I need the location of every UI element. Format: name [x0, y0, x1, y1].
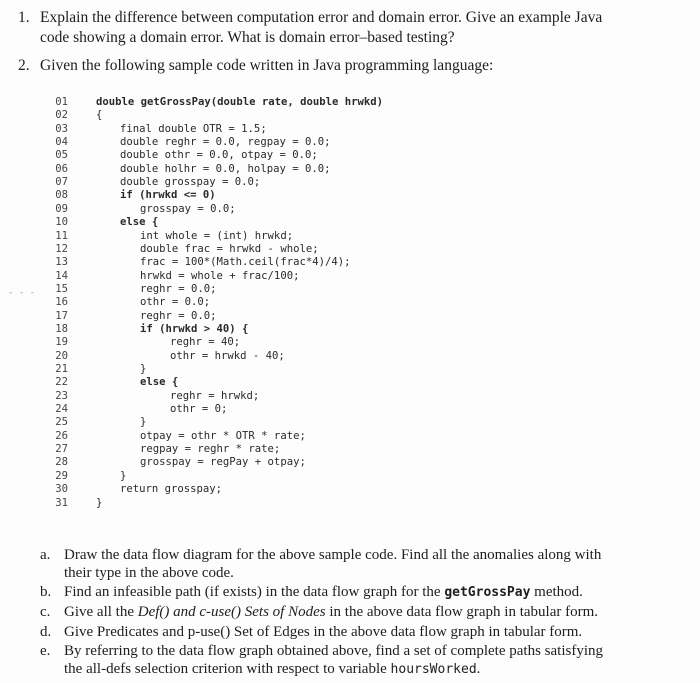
code-line-number: 30 [55, 483, 68, 496]
code-line [46, 283, 466, 296]
part-a-line-2: their type in the above code. [64, 565, 234, 581]
code-line [46, 336, 466, 349]
code-line-text: return grosspay; [120, 483, 223, 496]
code-line-number: 21 [55, 363, 68, 375]
code-line-text: double othr = 0.0, otpay = 0.0; [120, 149, 318, 162]
code-line-text: hrwkd = whole + frac/100; [140, 269, 300, 282]
code-line [46, 497, 466, 510]
code-line [46, 216, 466, 229]
part-c-text [64, 603, 684, 621]
part-d-text: Give Predicates and p-use() Set of Edges in the above data flow graph in tabular form. [64, 624, 583, 640]
code-line-number: 17 [55, 309, 68, 322]
code-line-text: regpay = reghr * rate; [140, 443, 281, 456]
code-line-number: 07 [55, 176, 68, 189]
code-line-number: 04 [55, 136, 68, 149]
code-line [46, 470, 466, 483]
code-line-number: 03 [55, 122, 68, 135]
code-line-text: double frac = hrwkd - whole; [140, 242, 319, 255]
code-line-text: double getGrossPay(double rate, double hrwkd) [96, 96, 384, 108]
code-line-text: grosspay = 0.0; [140, 202, 236, 215]
code-line-number: 19 [55, 336, 68, 349]
code-line-number: 24 [55, 403, 68, 416]
code-line-number: 20 [55, 349, 68, 362]
code-line-text: reghr = 0.0; [140, 282, 217, 295]
code-line-number: 22 [55, 376, 68, 389]
part-c-letter: c. [40, 604, 51, 620]
part-c-pre: Give all the [64, 604, 138, 620]
code-line [46, 270, 466, 283]
code-line-number: 23 [55, 389, 68, 402]
code-line-number: 29 [55, 469, 68, 482]
code-line-text: double holhr = 0.0, holpay = 0.0; [120, 162, 331, 175]
code-line [46, 163, 466, 176]
part-a-line-1: Draw the data flow diagram for the above sample code. Find all the anomalies along with [64, 547, 602, 563]
code-line-text: { [96, 109, 103, 122]
code-line-number: 13 [55, 256, 68, 269]
code-line-number: 09 [55, 202, 68, 215]
part-b-post: method. [530, 584, 583, 600]
code-line [46, 416, 466, 429]
code-line-text: double grosspay = 0.0; [120, 176, 261, 189]
part-e-line-2 [64, 660, 684, 679]
margin-dashes: - - - [8, 288, 36, 298]
code-line-number: 27 [55, 443, 68, 456]
code-line [46, 456, 466, 469]
code-line-number: 31 [55, 496, 68, 509]
code-line [46, 189, 466, 202]
code-line [46, 363, 466, 376]
question-2-text: Given the following sample code written in Java programming language: [40, 57, 494, 74]
code-line [46, 390, 466, 403]
code-line-text: int whole = (int) hrwkd; [140, 229, 294, 242]
code-line-text: reghr = hrwkd; [170, 389, 260, 402]
part-b-letter: b. [40, 584, 52, 600]
code-line [46, 203, 466, 216]
code-line [46, 296, 466, 309]
code-line-number: 18 [55, 322, 68, 335]
code-line-text: othr = 0; [170, 403, 228, 416]
code-line [46, 443, 466, 456]
code-line-text: } [140, 363, 147, 375]
code-line-text: final double OTR = 1.5; [120, 122, 267, 135]
code-line [46, 323, 466, 336]
part-e-line-1: By referring to the data flow graph obtained above, find a set of complete paths satisfying [64, 643, 604, 659]
part-e-post: . [476, 661, 481, 677]
code-line [46, 310, 466, 323]
code-line [46, 136, 466, 149]
code-line-text: else { [120, 216, 159, 229]
code-line [46, 483, 466, 496]
code-line [46, 350, 466, 363]
code-line-number: 01 [55, 96, 68, 108]
code-line-number: 05 [55, 149, 68, 162]
question-2-number: 2. [18, 57, 30, 74]
code-line-number: 06 [55, 162, 68, 175]
code-line-number: 10 [55, 216, 68, 229]
question-1-line-2: code showing a domain error. What is domain error–based testing? [40, 29, 455, 46]
code-line-text: else { [140, 376, 179, 389]
part-e-variable: hoursWorked [390, 662, 477, 677]
code-line [46, 230, 466, 243]
code-line-number: 11 [55, 229, 68, 242]
part-e-pre: the all-defs selection criterion with respect to variable [64, 661, 391, 677]
part-c-post: in the above data flow graph in tabular form. [325, 604, 599, 620]
code-line [46, 430, 466, 443]
code-line-number: 15 [55, 282, 68, 295]
code-line-text: } [140, 416, 147, 429]
code-line [46, 243, 466, 256]
code-line [46, 176, 466, 189]
code-line-text: othr = hrwkd - 40; [170, 349, 285, 362]
code-line-number: 08 [55, 189, 68, 202]
question-2 [18, 56, 688, 76]
code-line-number: 28 [55, 456, 68, 469]
code-line [46, 149, 466, 162]
part-e-letter: e. [40, 643, 51, 659]
question-1-line-1: Explain the difference between computation error and domain error. Give an example Java [40, 9, 603, 26]
code-line-number: 16 [55, 296, 68, 309]
part-a-letter: a. [40, 547, 51, 563]
code-line-text: reghr = 0.0; [140, 309, 217, 322]
code-line [46, 109, 466, 122]
code-line-number: 26 [55, 429, 68, 442]
code-line-text: if (hrwkd <= 0) [120, 189, 216, 202]
part-c-italic: Def() and c-use() Sets of Nodes [137, 604, 326, 620]
code-line [46, 256, 466, 269]
code-line-number: 14 [55, 269, 68, 282]
code-listing [46, 96, 466, 526]
code-line [46, 123, 466, 136]
question-1 [18, 8, 688, 48]
code-line-text: if (hrwkd > 40) { [140, 322, 249, 335]
code-line [46, 376, 466, 389]
code-line-text: } [96, 496, 103, 509]
code-line-number: 12 [55, 242, 68, 255]
code-line-text: reghr = 40; [170, 336, 241, 349]
code-line-number: 02 [55, 109, 68, 122]
code-line-text: grosspay = regPay + otpay; [140, 456, 306, 469]
code-line-text: otpay = othr * OTR * rate; [140, 429, 306, 442]
part-b-method: getGrossPay [444, 585, 531, 600]
code-line-text: double reghr = 0.0, regpay = 0.0; [120, 136, 331, 149]
code-line-text: othr = 0.0; [140, 296, 211, 309]
part-b-pre: Find an infeasible path (if exists) in the data flow graph for the [64, 584, 445, 600]
part-d-letter: d. [40, 624, 52, 640]
code-line-text: } [120, 469, 127, 482]
code-line-number: 25 [55, 416, 68, 429]
code-line-text: frac = 100*(Math.ceil(frac*4)/4); [140, 256, 351, 269]
question-1-number: 1. [18, 9, 30, 26]
part-b-text [64, 583, 684, 602]
code-line [46, 403, 466, 416]
code-line [46, 96, 466, 109]
